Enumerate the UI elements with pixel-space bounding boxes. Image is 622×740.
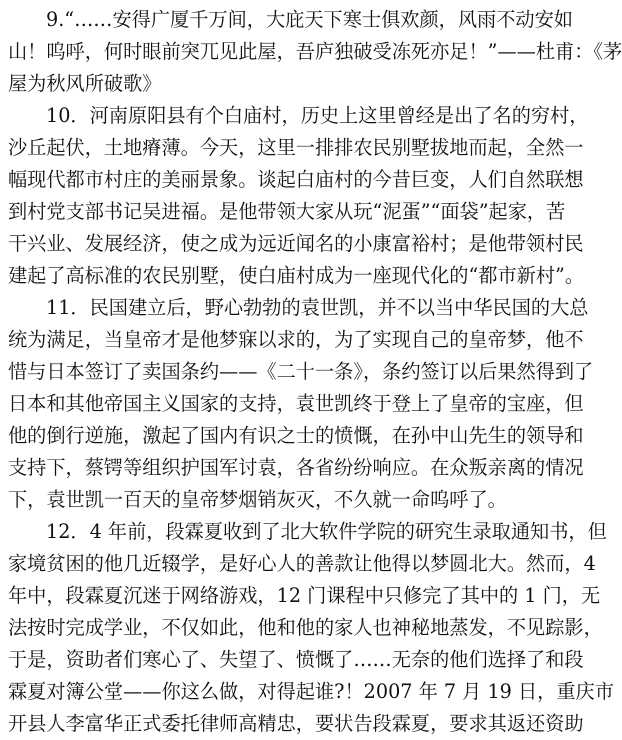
text-line: 法按时完成学业，不仅如此，他和他的家人也神秘地蒸发，不见踪影，: [8, 616, 603, 639]
paragraph-11: [8, 292, 594, 516]
text-line: 于是，资助者们寒心了、失望了、愤慨了……无奈的他们选择了和段: [8, 648, 584, 671]
text-line: 沙丘起伏，土地瘠薄。今天，这里一排排农民别墅拔地而起，全然一: [8, 136, 584, 159]
text-line: 统为满足，当皇帝才是他梦寐以求的，为了实现自己的皇帝梦，他不: [8, 328, 584, 351]
text-line: 9.“……安得广厦千万间，大庇天下寒士俱欢颜，风雨不动安如: [46, 8, 573, 31]
text-line: 日本和其他帝国主义国家的支持，袁世凯终于登上了皇帝的宝座，但: [8, 392, 584, 415]
text-line: 干兴业、发展经济，使之成为远近闻名的小康富裕村；是他带领村民: [8, 232, 584, 255]
text-line: 支持下，蔡锷等组织护国军讨袁，各省纷纷响应。在众叛亲离的情况: [8, 456, 584, 479]
document-page: [8, 4, 622, 735]
text-line: 他的倒行逆施，激起了国内有识之士的愤慨，在孙中山先生的领导和: [8, 424, 584, 447]
text-line: 屋为秋风所破歌》: [8, 72, 162, 95]
text-line: 11．民国建立后，野心勃勃的袁世凯，并不以当中华民国的大总: [46, 296, 589, 319]
paragraph-9: [8, 4, 622, 100]
text-line: 家境贫困的他几近辍学，是好心人的善款让他得以梦圆北大。然而，4: [8, 552, 596, 575]
text-line: 到村党支部书记吴进福。是他带领大家从玩“泥蛋”“面袋”起家，苦: [8, 200, 566, 223]
text-line: 霖夏对簿公堂——你这么做，对得起谁?！2007 年 7 月 19 日，重庆市: [8, 680, 614, 703]
paragraph-10: [8, 100, 589, 292]
text-line: 12．4 年前，段霖夏收到了北大软件学院的研究生录取通知书，但: [46, 520, 607, 543]
text-line: 年中，段霖夏沉迷于网络游戏，12 门课程中只修完了其中的 1 门，无: [8, 584, 601, 607]
text-line: 建起了高标准的农民别墅，使白庙村成为一座现代化的“都市新村”。: [8, 264, 585, 287]
paragraph-12: [8, 516, 614, 740]
text-line: 幅现代都市村庄的美丽景象。谈起白庙村的今昔巨变，人们自然联想: [8, 168, 584, 191]
text-line: 开县人李富华正式委托律师高精忠，要状告段霖夏，要求其返还资助: [8, 712, 584, 735]
text-line: 10．河南原阳县有个白庙村，历史上这里曾经是出了名的穷村，: [46, 104, 589, 127]
text-line: 下，袁世凯一百天的皇帝梦烟销灰灭，不久就一命呜呼了。: [8, 488, 507, 511]
text-line: 山！呜呼，何时眼前突兀见此屋，吾庐独破受冻死亦足！”——杜甫：《茅: [8, 40, 622, 63]
text-line: 惜与日本签订了卖国条约——《二十一条》，条约签订以后果然得到了: [8, 360, 594, 383]
